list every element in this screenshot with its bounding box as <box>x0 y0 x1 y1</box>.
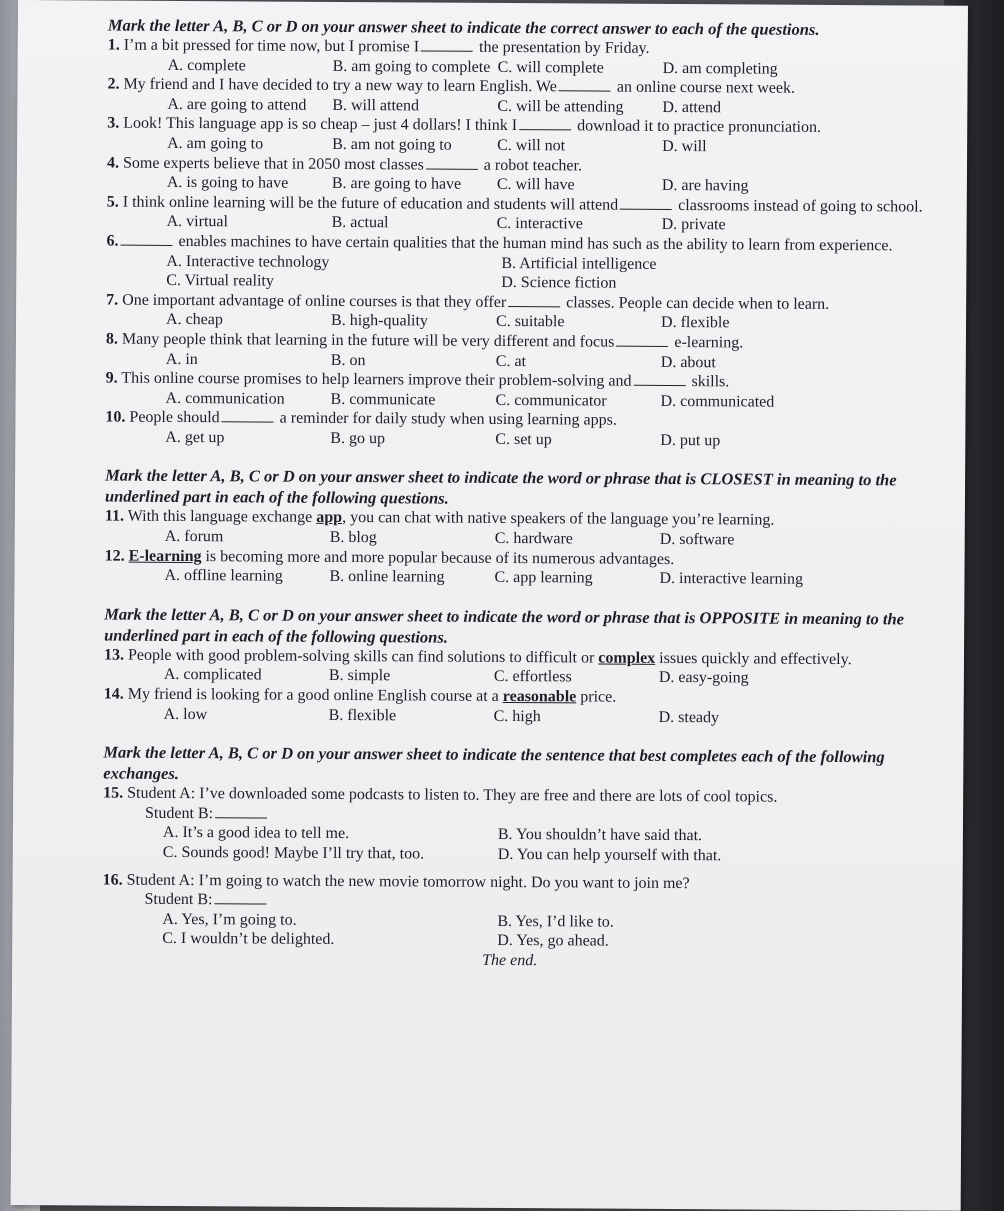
option: C. set up <box>495 430 552 449</box>
instruction-section-3: Mark the letter A, B, C or D on your answer sheet to indicate the word or phrase that is OPPOSITE in meaning to the underlined part in each of the following questions. <box>104 604 905 647</box>
option: A. Interactive technology <box>166 252 330 271</box>
option: C. suitable <box>495 313 565 331</box>
option: A. am going to <box>167 134 264 153</box>
option: B. high-quality <box>330 312 428 330</box>
option: D. are having <box>661 177 749 195</box>
option: A. communication <box>165 389 285 408</box>
option: B. actual <box>331 214 389 232</box>
option: B. will attend <box>332 96 420 115</box>
option: D. am completing <box>662 59 778 78</box>
option: B. am going to complete <box>332 57 491 76</box>
question-9: 9. This online course promises to help learners improve their problem-solving and skills. A. communication B. communicate C. communicator D. communicated <box>106 369 936 413</box>
option: D. about <box>660 353 716 371</box>
option: A. get up <box>165 428 225 447</box>
option: B. communicate <box>330 390 436 409</box>
option: B. simple <box>328 667 391 685</box>
option: D. You can help yourself with that. <box>497 845 722 865</box>
option: B. am not going to <box>332 135 452 154</box>
option: A. is going to have <box>166 174 289 192</box>
underlined-word: complex <box>598 649 656 667</box>
option: C. communicator <box>495 391 607 410</box>
question-7: 7. One important advantage of online courses is that they offer classes. People can decide when to learn. A. cheap B. high-quality C. suitable D. flexible <box>106 290 936 334</box>
question-14: 14. My friend is looking for a good online English course at a reasonable price. A. low B. flexible C. high D. steady <box>104 685 934 729</box>
option: B. Artificial intelligence <box>501 254 657 273</box>
option: D. will <box>662 137 707 156</box>
option: C. effortless <box>493 668 572 686</box>
option: A. It’s a good idea to tell me. <box>162 824 350 843</box>
option: C. I wouldn’t be delighted. <box>162 930 335 949</box>
underlined-word: E-learning <box>128 547 202 565</box>
option: C. high <box>493 707 541 725</box>
worksheet-paper <box>11 0 968 1211</box>
option: B. You shouldn’t have said that. <box>497 826 703 845</box>
option: B. on <box>330 351 366 369</box>
option: B. Yes, I’d like to. <box>497 912 614 931</box>
option: D. software <box>659 530 735 549</box>
question-1: 1. I’m a bit pressed for time now, but I promise I the presentation by Friday. A. complete B. am going to complete C. will complete D. am completing <box>108 36 938 80</box>
question-2: 2. My friend and I have decided to try a new way to learn English. We an online course next week. A. are going to attend B. will attend C. will be attending D. attend <box>107 75 937 119</box>
question-15: 15. Student A: I’ve downloaded some podcasts to listen to. They are free and there are lots of cool topics. Student B: A. It’s a good idea to tell me. B. You shouldn’t have said that. C. Sounds good! Maybe I’ll try that, too. D. You can help yourself with that. <box>103 784 933 867</box>
option: A. forum <box>164 527 224 546</box>
option: C. at <box>495 352 527 370</box>
option: D. easy-going <box>658 669 749 687</box>
option: B. are going to have <box>331 175 462 193</box>
option: B. online learning <box>329 568 445 586</box>
option: A. virtual <box>166 213 229 231</box>
option: A. low <box>163 705 208 723</box>
option: D. flexible <box>660 314 730 332</box>
underlined-word: app <box>316 509 343 527</box>
option: C. Virtual reality <box>166 272 274 290</box>
option: C. Sounds good! Maybe I’ll try that, too. <box>162 843 425 863</box>
instruction-section-4: Mark the letter A, B, C or D on your answer sheet to indicate the sentence that best completes each of the following exchanges. <box>103 742 885 784</box>
question-16: 16. Student A: I’m going to watch the new movie tomorrow night. Do you want to join me? Student B: A. Yes, I’m going to. B. Yes, I’d like to. C. I wouldn’t be delighted. D. Yes, go ahead. <box>102 870 932 953</box>
question-13: 13. People with good problem-solving skills can find solutions to difficult or complex issues quickly and effectively. A. complicated B. simple C. effortless D. easy-going <box>104 645 934 689</box>
option: D. Yes, go ahead. <box>497 932 609 951</box>
option: B. blog <box>329 528 377 547</box>
option: B. flexible <box>328 706 397 724</box>
option: A. complicated <box>163 666 262 684</box>
option: C. will not <box>497 136 566 155</box>
option: A. Yes, I’m going to. <box>162 910 297 929</box>
underlined-word: reasonable <box>502 688 577 706</box>
question-8: 8. Many people think that learning in the future will be very different and focus e-learning. A. in B. on C. at D. about <box>106 329 936 373</box>
option: A. offline learning <box>164 567 283 585</box>
question-11: 11. With this language exchange app, you can chat with native speakers of the language you’re learning. A. forum B. blog C. hardware D. software <box>105 507 935 551</box>
option: C. will be attending <box>497 97 624 116</box>
question-6: 6. enables machines to have certain qualities that the human mind has such as the ability to learn from experience. A. Interactive technology B. Artificial intelligence C. Virtual reality D. Science fiction <box>106 231 936 295</box>
option: D. interactive learning <box>659 570 804 589</box>
worksheet-content <box>102 15 938 974</box>
option: C. will have <box>496 176 575 194</box>
question-10: 10. People should a reminder for daily study when using learning apps. A. get up B. go up C. set up D. put up <box>105 408 935 452</box>
option: A. complete <box>167 56 246 74</box>
instruction-section-1: Mark the letter A, B, C or D on your answer sheet to indicate the correct answer to each of the questions. <box>107 15 820 39</box>
instruction-section-2: Mark the letter A, B, C or D on your answer sheet to indicate the word or phrase that is CLOSEST in meaning to the underlined part in each of the following questions. <box>104 466 897 509</box>
option: D. attend <box>662 98 722 117</box>
question-12: 12. E-learning is becoming more and more popular because of its numerous advantages. A. offline learning B. online learning C. app learning D. interactive learning <box>104 546 934 590</box>
end-label: The end. <box>482 951 538 970</box>
option: D. steady <box>658 708 720 726</box>
option: C. app learning <box>494 569 593 587</box>
option: D. Science fiction <box>501 274 617 292</box>
option: B. go up <box>330 429 386 448</box>
option: C. hardware <box>494 529 573 548</box>
question-5: 5. I think online learning will be the future of education and students will attend classrooms instead of going to school. A. virtual B. actual C. interactive D. private <box>107 192 937 236</box>
option: A. cheap <box>165 311 223 329</box>
question-3: 3. Look! This language app is so cheap – just 4 dollars! I think I download it to practice pronunciation. A. am going to B. am not going to C. will not D. will <box>107 114 937 158</box>
option: A. in <box>165 350 198 368</box>
question-4: 4. Some experts believe that in 2050 most classes a robot teacher. A. is going to have B. are going to have C. will have D. are having <box>107 153 937 197</box>
option: D. private <box>661 216 726 234</box>
option: C. will complete <box>497 58 604 77</box>
option: D. communicated <box>660 392 775 411</box>
option: D. put up <box>660 431 721 450</box>
option: C. interactive <box>496 215 583 233</box>
option: A. are going to attend <box>167 95 307 114</box>
